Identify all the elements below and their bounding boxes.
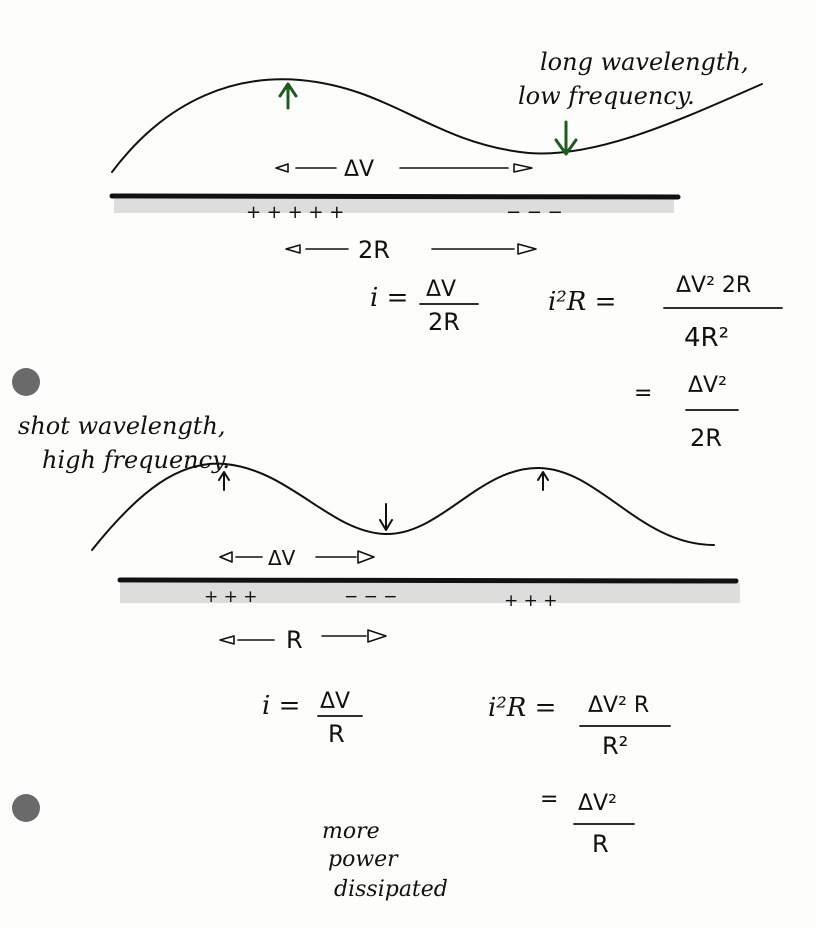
bottom-result-denominator: R [592,830,609,858]
top-ground-line [112,196,678,197]
hole-punch-lower [12,794,40,822]
top-dv-arrow [276,164,532,172]
top-diagram [112,48,782,452]
top-dv-label: ΔV [344,157,375,182]
bottom-down-arrow-icon [380,504,392,530]
bottom-ground-line [120,580,736,581]
bottom-result-equals: = [540,787,559,812]
bottom-power-numerator: ΔV² R [588,693,650,718]
top-caption-line1: long wavelength, [540,48,749,76]
bottom-dv-arrow [220,551,374,563]
top-current-numerator: ΔV [426,277,457,302]
bottom-current-lhs: i = [262,691,301,721]
top-plus-charges: + + + + + [246,202,345,223]
bottom-distance-label: R [286,626,303,654]
top-result-numerator: ΔV² [688,373,727,398]
bottom-caption-line1: shot wavelength, [18,412,226,440]
bottom-plus-charges-right: + + + [504,591,558,611]
top-2r-arrow [286,244,536,254]
bottom-conclusion-line1: more [322,819,380,844]
bottom-short-wave-curve [92,464,714,550]
top-power-lhs: i²R = [548,287,617,317]
top-current-denominator: 2R [428,308,460,336]
top-distance-label: 2R [358,236,390,264]
bottom-minus-charges: − − − [344,587,398,607]
top-current-lhs: i = [370,283,409,313]
bottom-caption-line2: high frequency. [42,446,231,474]
top-down-arrow-icon [556,122,576,154]
bottom-diagram [18,412,740,902]
bottom-current-numerator: ΔV [320,689,351,714]
bottom-plus-charges-left: + + + [204,587,258,607]
bottom-conclusion-line3: dissipated [334,877,448,902]
bottom-r-arrow [220,630,386,644]
bottom-up-arrow-right-icon [538,472,548,490]
top-minus-charges: − − − [506,202,563,223]
hole-punch-upper [12,368,40,396]
top-result-denominator: 2R [690,424,722,452]
top-ground-shade [114,199,674,213]
top-result-equals: = [634,381,653,406]
bottom-dv-label: ΔV [268,546,296,570]
bottom-conclusion-line2: power [328,847,398,872]
top-up-arrow-icon [280,84,296,108]
top-power-numerator: ΔV² 2R [676,273,752,298]
top-power-denominator: 4R² [684,323,730,353]
bottom-current-denominator: R [328,720,345,748]
bottom-power-lhs: i²R = [488,693,557,723]
bottom-power-denominator: R² [602,732,629,760]
bottom-result-numerator: ΔV² [578,791,617,816]
top-caption-line2: low frequency. [518,82,695,110]
bottom-up-arrow-left-icon [219,472,229,490]
